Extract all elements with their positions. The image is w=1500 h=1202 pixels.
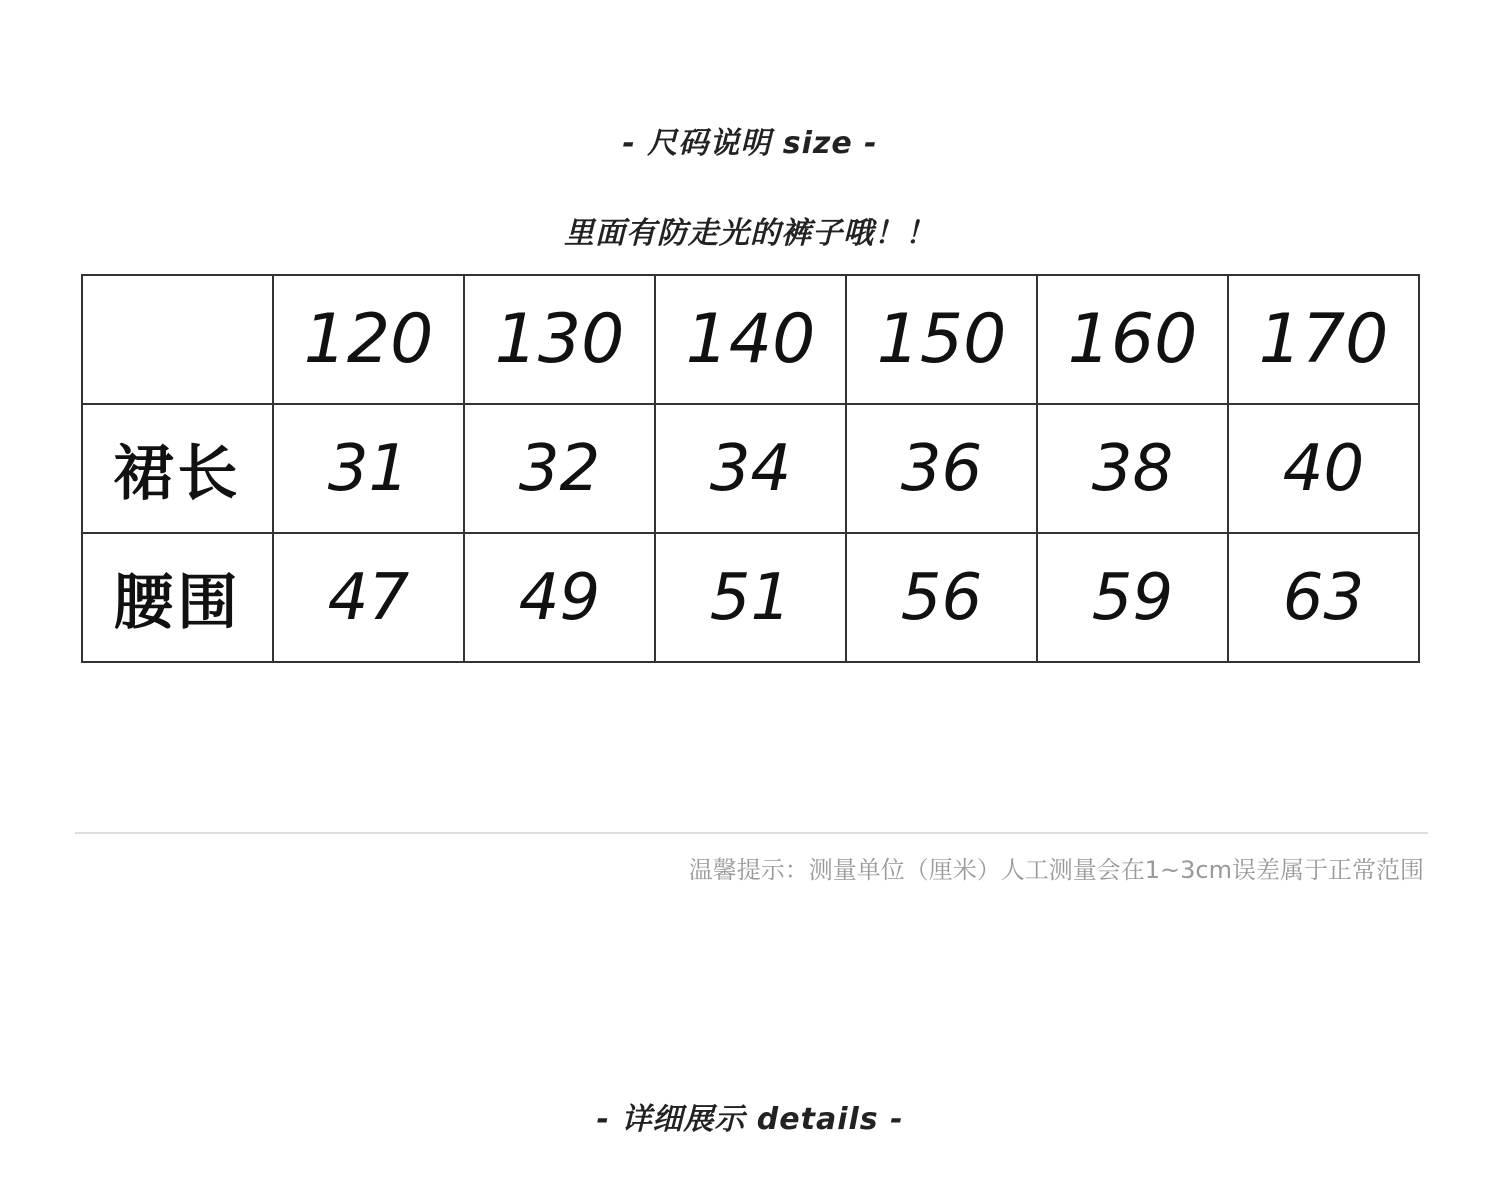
table-cell: 31 xyxy=(273,404,464,533)
safety-shorts-note: 里面有防走光的裤子哦！！ xyxy=(564,216,936,251)
table-cell: 36 xyxy=(846,404,1037,533)
table-row xyxy=(82,533,1419,662)
corner-cell xyxy=(82,275,273,404)
size-header-cell: 130 xyxy=(464,275,655,404)
table-cell: 59 xyxy=(1037,533,1228,662)
measurement-tip: 温馨提示：测量单位（厘米）人工测量会在1~3cm误差属于正常范围 xyxy=(688,856,1424,884)
size-table xyxy=(81,274,1420,663)
size-header-cell: 120 xyxy=(273,275,464,404)
table-row xyxy=(82,404,1419,533)
size-header-cell: 150 xyxy=(846,275,1037,404)
table-cell: 40 xyxy=(1228,404,1419,533)
table-cell: 34 xyxy=(655,404,846,533)
table-cell: 56 xyxy=(846,533,1037,662)
row-label-waist: 腰围 xyxy=(82,533,273,662)
table-cell: 32 xyxy=(464,404,655,533)
table-cell: 63 xyxy=(1228,533,1419,662)
size-header-cell: 140 xyxy=(655,275,846,404)
table-cell: 38 xyxy=(1037,404,1228,533)
size-header-cell: 170 xyxy=(1228,275,1419,404)
size-header-cell: 160 xyxy=(1037,275,1228,404)
details-section-title: - 详细展示 details - xyxy=(596,1102,904,1137)
row-label-skirt-length: 裙长 xyxy=(82,404,273,533)
size-header-row xyxy=(82,275,1419,404)
table-cell: 51 xyxy=(655,533,846,662)
table-cell: 47 xyxy=(273,533,464,662)
table-cell: 49 xyxy=(464,533,655,662)
divider xyxy=(75,832,1428,834)
size-guide-title: - 尺码说明 size - xyxy=(622,126,878,161)
